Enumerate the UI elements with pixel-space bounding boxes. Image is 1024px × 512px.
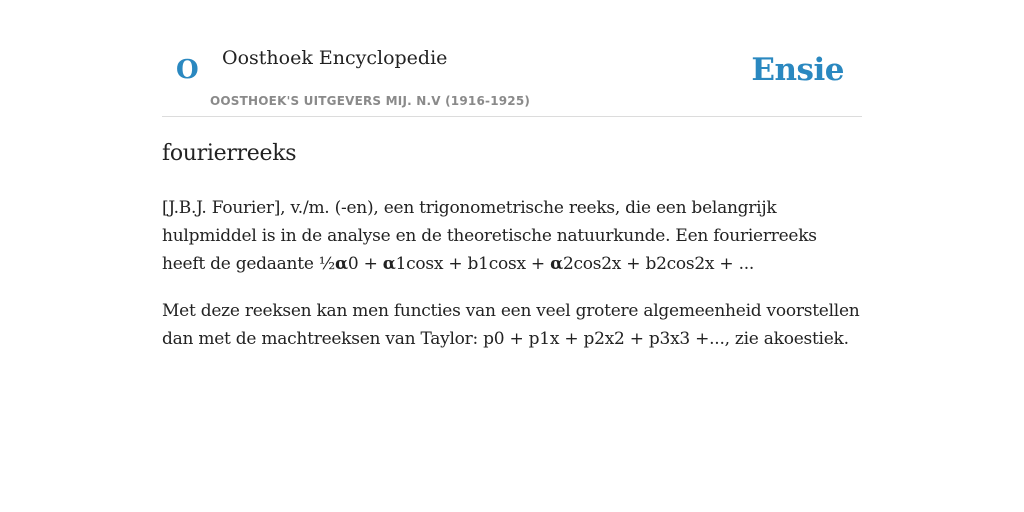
site-header bbox=[162, 36, 862, 117]
ensie-logo-link[interactable]: Ensie bbox=[751, 52, 844, 88]
paragraph-1-part-3: 1cosx + b1cosx + bbox=[395, 254, 551, 274]
oosthoek-logo[interactable]: O bbox=[176, 55, 199, 85]
alpha-symbol: α bbox=[335, 254, 348, 274]
encyclopedia-title[interactable]: Oosthoek Encyclopedie bbox=[222, 47, 448, 69]
article-paragraph-1 bbox=[162, 194, 862, 278]
article-headword: fourierreeks bbox=[162, 141, 297, 166]
publisher-subtitle: OOSTHOEK'S UITGEVERS MIJ. N.V (1916-1925) bbox=[210, 94, 531, 108]
alpha-symbol: α bbox=[550, 254, 563, 274]
article bbox=[162, 138, 862, 372]
paragraph-1-part-2: 0 + bbox=[347, 254, 383, 274]
paragraph-1-part-4: 2cos2x + b2cos2x + ... bbox=[562, 254, 755, 274]
article-paragraph-2: Met deze reeksen kan men functies van een veel grotere algemeenheid voorstellen dan met de machtreeksen van Taylor: p0 + p1x + p2x2 + p3x3 +..., zie akoestiek. bbox=[162, 301, 860, 349]
paragraph-1-intro: [J.B.J. Fourier], v./m. (-en), een trigonometrische reeks, die een belangrijk hulpmiddel is in de analyse en de theoretische natuurkunde. Een fourierreeks heeft de gedaante ½ bbox=[162, 198, 817, 274]
alpha-symbol: α bbox=[382, 254, 396, 274]
